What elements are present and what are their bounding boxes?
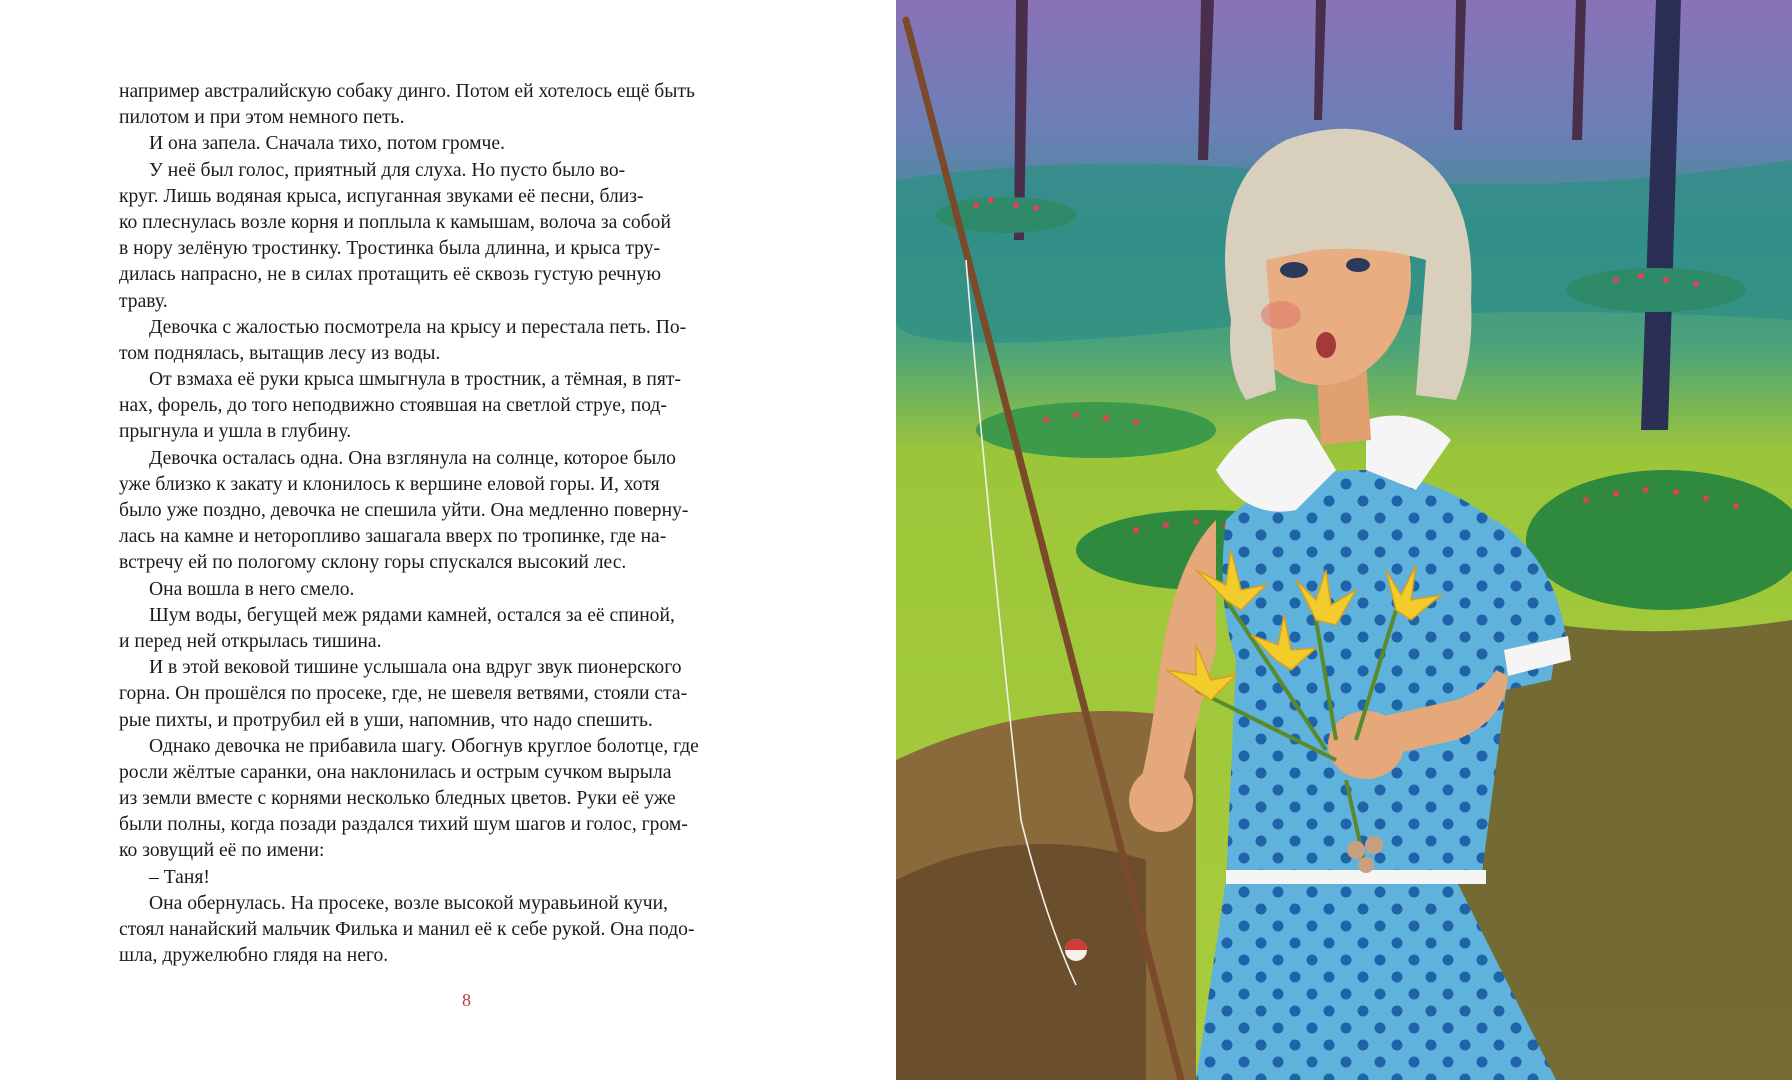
text-line: шла, дружелюбно глядя на него. [119,945,389,967]
text-line: стоял нанайский мальчик Филька и манил её к себе рукой. Она подо- [119,919,695,940]
text-line: Шум воды, бегущей меж рядами камней, остался за её спиной, [149,604,675,626]
illustration-girl-with-fishing-rod [896,0,1792,1080]
girl-cheek [1261,301,1301,329]
girl-left-hand [1129,768,1193,832]
text-line: круг. Лишь водяная крыса, испуганная звуками её песни, близ- [119,185,644,207]
text-line: из земли вместе с корнями несколько бледных цветов. Руки её уже [119,788,676,810]
girl-right-hand [1328,711,1404,779]
text-line: были полны, когда позади раздался тихий шум шагов и голос, гром- [119,814,688,836]
girl-mouth [1316,332,1336,358]
girl-left-eye [1280,262,1308,278]
page-number: 8 [462,990,471,1010]
text-line: ко плеснулась возле корня и поплыла к камышам, волоча за собой [119,211,671,233]
text-line: Девочка с жалостью посмотрела на крысу и перестала петь. По- [149,316,687,338]
text-line: И в этой вековой тишине услышала она вдруг звук пионерского [149,657,682,679]
text-line: например австралийскую собаку динго. Потом ей хотелось ещё быть [119,81,695,102]
text-line: ко зовущий её по имени: [119,840,325,862]
text-line: и перед ней открылась тишина. [119,630,382,652]
text-line: Она обернулась. На просеке, возле высокой муравьиной кучи, [149,892,668,914]
text-line: росли жёлтые саранки, она наклонилась и острым сучком вырыла [119,761,672,783]
text-line: дилась напрасно, не в силах протащить её сквозь густую речную [119,264,661,286]
girl-right-eye [1346,258,1370,272]
text-line: том поднялась, вытащив лесу из воды. [119,342,441,364]
illustration-page [896,0,1792,1080]
text-line: прыгнула и ушла в глубину. [119,421,352,443]
text-line: было уже поздно, девочка не спешила уйти. Она медленно поверну- [119,500,689,521]
text-line: И она запела. Сначала тихо, потом громче. [149,133,505,155]
forest-ground-shadow [896,844,1146,1080]
text-line: траву. [119,290,168,312]
text-line: нах, форель, до того неподвижно стоявшая на светлой струе, под- [119,395,667,417]
text-line: Она вошла в него смело. [149,578,355,600]
text-line: У неё был голос, приятный для слуха. Но пусто было во- [149,159,626,181]
text-line: Девочка осталась одна. Она взглянула на солнце, которое было [149,447,676,469]
text-line: пилотом и при этом немного петь. [119,107,405,129]
text-line: уже близко к закату и клонилось к вершине еловой горы. И, хотя [119,473,660,495]
text-line: Однако девочка не прибавила шагу. Обогнув круглое болотце, где [149,735,699,757]
text-line: встречу ей по пологому склону горы спускался высокий лес. [119,552,627,574]
text-line: лась на камне и неторопливо зашагала вверх по тропинке, где на- [119,526,667,548]
girl-waistband [1226,870,1486,884]
text-line: рые пихты, и протрубил ей в уши, напомнив, что надо спешить. [119,709,653,731]
text-line: горна. Он прошёлся по просеке, где, не шевеля ветвями, стояли ста- [119,683,688,705]
body-text [119,79,819,969]
text-line: От взмаха её руки крыса шмыгнула в тростник, а тёмная, в пят- [149,369,682,391]
text-line: в нору зелёную тростинку. Тростинка была длинна, и крыса тру- [119,238,660,260]
text-line: – Таня! [149,866,210,888]
